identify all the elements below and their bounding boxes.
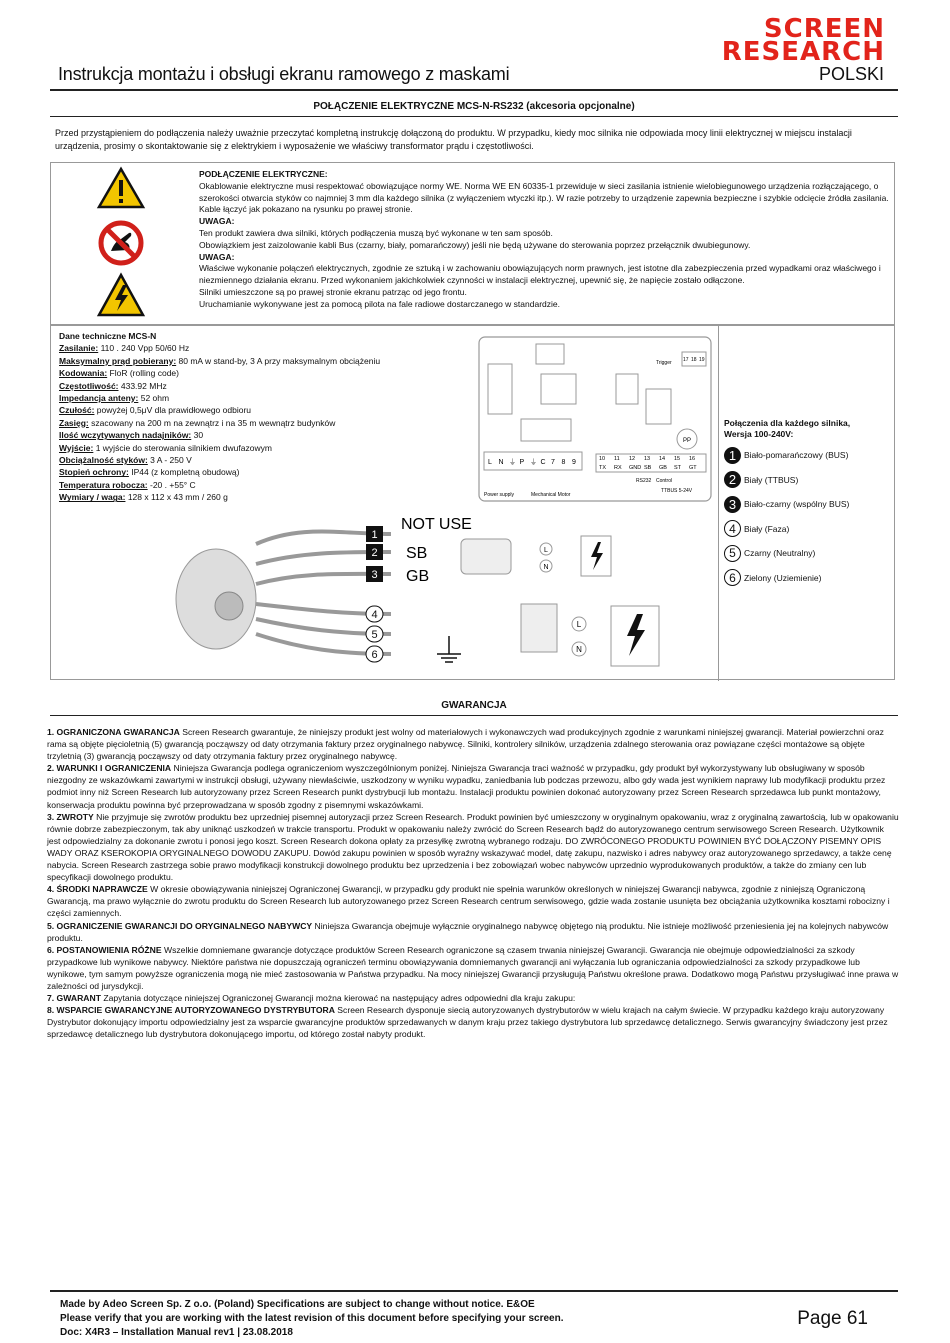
spec-row <box>59 479 459 491</box>
wire-number: 5 <box>371 629 378 641</box>
terminal-number: 15 <box>674 456 681 462</box>
warranty-clause-text: Wszelkie domniemane gwarancje dotyczące produktów Screen Research ograniczone są czasem trwania niniejszej Gwarancji. Gwarancja nie obejmuje odpowiedzialności za szkody przypadkowe lub wynikowe nabywcy. Niektóre państwa nie dopuszczają ograniczeń terminu obowiązywania domniemanych gwarancji ani wyłączania lub ograniczania odpowiedzialności za szkody przypadkowe lub wynikowe, tym samym powyższe ograniczenia mogą nie mieć zastosowania w Państwa przypadku. Na mocy niniejszej Gwarancji przysługują Państwu określone prawa. Dodatkowo mogą Państwu przysługiwać inne prawa w zależności od jurysdykcji. <box>47 944 899 991</box>
wire-number: 2 <box>371 547 378 559</box>
terminal-name: RX <box>614 465 622 471</box>
spec-row <box>59 404 459 416</box>
spec-row <box>59 442 459 454</box>
warranty-clause-text: Niniejsza Gwarancja podlega ograniczeniom wyszczególnionym poniżej. Niniejsza Gwarancja traci ważność w przypadku, gdy produkt był wykorzystywany lub obsługiwany w sposób niezgodny ze wskazówkami zawartymi w instrukcji obsługi, używany niewłaściwie, uszkodzony w wyniku wypadku, zaniedbania lub podczas przewozu, albo gdy wada jest wynikiem naprawy lub modyfikacji produktu przez podmiot inny niż Screen Research lub autoryzowany przez Screen Research punkt dystrybucji lub montażu. Instalacji produktu powinien dokonać autoryzowany przez Screen Research sprzedawca lub punkt montażowy, konserwacja produktu powinna być przeprowadzana w sposób zgodny z pisemnymi wskazówkami. <box>47 763 886 810</box>
spec-row <box>59 392 459 404</box>
wiring-item <box>724 517 894 542</box>
wiring-list <box>724 443 894 590</box>
wiring-title-1: Połączenia dla każdego silnika, <box>724 418 851 428</box>
warranty-clause-text: Screen Research gwarantuje, że niniejszy produkt jest wolny od materiałowych i wykonawczych wad produkcyjnych zgodnie z warunkami niniejszej gwarancji. Materiał powierzchni oraz rama są objęte pięcioletnią (5) gwarancją począwszy od daty otrzymania faktury przez oryginalnego nabywcę. Silniki, kontrolery silników, urządzenia zdalnego sterowania oraz powiązane części montażowe są objęte trzyletnią (3) gwarancją począwszy od daty otrzymania faktury przez oryginalnego nabywcę. <box>47 727 884 762</box>
terminal-label: C <box>540 459 546 466</box>
terminal-name: ST <box>674 465 682 471</box>
warning-heading: PODŁĄCZENIE ELEKTRYCZNE: <box>199 169 328 179</box>
warranty-clause-text: Niniejsza Gwarancja obejmuje wyłącznie oryginalnego nabywcę objętego nią produktu. Nie istnieje możliwość przeniesienia jej na kolejnych nabywców produktu. <box>47 920 889 943</box>
wire-label: Czarny (Neutralny) <box>744 548 816 559</box>
terminal-name: TX <box>599 465 607 471</box>
spec-key: Ilość wczytywanych nadajników: <box>59 430 192 441</box>
spec-key: Kodowania: <box>59 368 108 379</box>
wire-number-badge <box>366 566 383 582</box>
intro-paragraph: Przed przystąpieniem do podłączenia należy uważnie przeczytać kompletną instrukcję dołączoną do produktu. W przypadku, kiedy moc silnika nie odpowiada mocy linii elektrycznej w miejscu instalacji urządzenia, prosimy o skontaktowanie się z elektrykiem i wyposażenie we właściwy transformator prądu i częstotliwości. <box>55 128 852 151</box>
wire-number: 6 <box>371 649 378 661</box>
warranty-clause-text: Zapytania dotyczące niniejszej Ograniczonej Gwarancji można kierować na następujący adres odpowiedni dla kraju zakupu: <box>100 993 576 1004</box>
spec-value: 128 x 112 x 43 mm / 260 g <box>125 492 228 503</box>
wiring-item <box>724 541 894 566</box>
terminal-name: GT <box>689 465 697 471</box>
footer-line-3: Doc: X4R3 – Installation Manual rev1 | 23.08.2018 <box>60 1327 293 1338</box>
spec-row <box>59 491 459 503</box>
spec-key: Maksymalny prąd pobierany: <box>59 355 177 366</box>
wire-label: Biało-czarny (wspólny BUS) <box>744 499 850 510</box>
warranty-text <box>47 726 899 1040</box>
warning-icons <box>51 163 191 326</box>
spec-value: 1 wyjście do sterowania silnikiem dwufazowym <box>93 442 272 453</box>
warranty-clause-title: 1. OGRANICZONA GWARANCJA <box>47 727 180 737</box>
wire-number: 4 <box>371 609 378 621</box>
warranty-title: GWARANCJA <box>441 700 507 711</box>
warnings-text <box>199 169 889 311</box>
control-board-diagram <box>476 334 716 504</box>
spec-value: 110 . 240 Vpp 50/60 Hz <box>98 343 190 354</box>
terminal-name: SB <box>644 465 652 471</box>
wire-number-icon: 5 <box>724 545 741 562</box>
wiring-item <box>724 443 894 468</box>
spec-row <box>59 355 459 367</box>
wire-number-icon: 6 <box>724 569 741 586</box>
voltage-label: TTBUS 5-24V <box>661 488 693 494</box>
wire-number-badge <box>366 606 383 622</box>
terminal-label: P <box>519 459 525 466</box>
wire-number-badge <box>366 526 383 542</box>
spec-row <box>59 429 459 441</box>
warranty-clause <box>47 944 899 992</box>
wiring-title-2: Wersja 100-240V: <box>724 429 794 439</box>
warning-paragraph: Silniki umieszczone są po prawej stronie ekranu patrząc od jego frontu. <box>199 286 467 297</box>
wire-number: 3 <box>371 569 378 581</box>
footer-line-1: Made by Adeo Screen Sp. Z o.o. (Poland) Specifications are subject to change without notice. E&OE <box>60 1299 535 1310</box>
warranty-clause-title: 7. GWARANT <box>47 993 101 1004</box>
pp-label: PP <box>682 438 692 444</box>
spec-key: Zasilanie: <box>59 343 99 354</box>
document-title: Instrukcja montażu i obsługi ekranu ramowego z maskami <box>58 64 510 84</box>
warning-paragraph: Uruchamianie wykonywane jest za pomocą pilota na fale radiowe dostarczanego w standardzie. <box>199 298 560 309</box>
wire-number-badge <box>366 646 383 662</box>
spec-value: powyżej 0,5μV dla prawidłowego odbioru <box>94 405 251 416</box>
terminal-label: 7 <box>551 459 555 466</box>
warranty-clause-title: 6. POSTANOWIENIA RÓŻNE <box>47 944 162 955</box>
terminal-name: GND <box>629 465 642 471</box>
spec-row <box>59 454 459 466</box>
spec-row <box>59 380 459 392</box>
power-supply-label: Power supply <box>484 492 515 498</box>
phase-l-label: L <box>576 620 582 629</box>
wiring-item <box>724 468 894 493</box>
specs-list <box>59 342 459 503</box>
terminal-number: 17 <box>683 357 689 363</box>
not-use-label: NOT USE <box>401 516 472 533</box>
rs232-label: RS232 <box>636 478 652 484</box>
spec-key: Stopień ochrony: <box>59 467 129 478</box>
technical-specs <box>59 330 459 504</box>
warning-paragraph: Obowiązkiem jest zaizolowanie kabli Bus (czarny, biały, pomarańczowy) jeśli nie będą używane do sterowania poprzez przełącznik dwubiegunowy. <box>199 239 751 250</box>
warranty-divider <box>50 715 898 716</box>
spec-key: Impedancja anteny: <box>59 393 139 404</box>
warnings-box <box>50 162 895 325</box>
wire-number-icon: 3 <box>724 496 741 513</box>
no-touch-icon <box>101 223 141 263</box>
wire-label: Biały (Faza) <box>744 523 790 534</box>
terminal-label: ⏚ <box>509 459 516 466</box>
terminal-label: ⏚ <box>530 459 537 466</box>
terminal-number: 18 <box>691 357 697 363</box>
terminal-number: 10 <box>599 456 606 462</box>
neutral-n-label: N <box>543 564 549 571</box>
spec-value: 3 A - 250 V <box>147 455 192 466</box>
warranty-clause-text: W okresie obowiązywania niniejszej Ograniczonej Gwarancji, w przypadku gdy produkt nie spełnia warunków określonych w niniejszej Gwarancji nabywca, zgodnie z niniejszą Ograniczoną Gwarancją, ma prawo wyłącznie do zwrotu produktu do Screen Research lub autoryzowanego przez Screen Research centrum serwisowego, gdzie wada zostanie usunięta bez obciążania użytkownika kosztami robocizny i części zamiennych. <box>47 884 890 919</box>
spec-value: szacowany na 200 m na zewnątrz i na 35 m wewnątrz budynków <box>88 417 336 428</box>
spec-key: Czułość: <box>59 405 95 416</box>
sb-label: SB <box>406 545 428 562</box>
high-voltage-icon <box>99 275 143 315</box>
logo-line-2: RESEARCH <box>721 37 885 67</box>
spec-value: FloR (rolling code) <box>107 368 179 379</box>
specs-box <box>50 325 895 680</box>
footer-divider <box>50 1290 898 1292</box>
terminal-label: N <box>498 459 504 466</box>
terminal-labels-left <box>488 458 576 466</box>
warranty-clause <box>47 811 899 884</box>
spec-key: Zasięg: <box>59 417 89 428</box>
specs-title: Dane techniczne MCS-N <box>59 331 157 341</box>
spec-value: 30 <box>191 430 204 441</box>
wire-label: Biały (TTBUS) <box>744 474 799 485</box>
wire-number-badge <box>366 626 383 642</box>
warranty-clause-text: Nie przyjmuje się zwrotów produktu bez uprzedniej pisemnej autoryzacji przez Screen Research. Produkt powinien być umieszczony w oryginalnym opakowaniu, wraz z oryginalną zawartością, lub w opakowaniu równie dobrze zabezpieczonym, tak aby uniknąć uszkodzeń w trakcie transportu. Produkt w opakowaniu należy zwrócić do Screen Research bądź do autoryzowanego centrum serwisowego Screen Research. Użytkownik jest odpowiedzialny za dokonanie zwrotu i ponosi jego koszt. Screen Research dokona opłaty za przesyłkę zwrotną wybranego rodzaju. DO ZWRÓCONEGO PRODUKTU POWINIEN BYĆ DOŁĄCZONY PISEMNY OPIS WADY ORAZ KSEROKOPIA ORYGINALNEGO DOWODU ZAKUPU. Dowód zakupu powinien w sposób wyraźny wskazywać model, datę zakupu, nazwisko i adres nabywcy oraz autoryzowanego sprzedawcy, a także cenę nabycia. Screen Research zastrzega sobie prawo modyfikacji konstrukcji dowolnego produktu bez uprzedzenia i bez zobowiązań wobec nabywców uprzednio wyprodukowanych produktów, a także do zmiany cen lub specyfikacji dowolnego produktu. <box>47 811 899 883</box>
terminal-number: 13 <box>644 456 651 462</box>
footer <box>60 1298 563 1340</box>
spec-value: 80 mA w stand-by, 3 A przy maksymalnym obciążeniu <box>176 355 381 366</box>
spec-key: Temperatura robocza: <box>59 479 148 490</box>
warning-uwaga-label: UWAGA: <box>199 216 235 227</box>
motor-wiring-diagram <box>161 514 671 674</box>
mechanical-motor-label: Mechanical Motor <box>531 492 571 498</box>
wiring-item <box>724 566 894 591</box>
warranty-clause-title: 8. WSPARCIE GWARANCYJNE AUTORYZOWANEGO DYSTRYBUTORA <box>47 1005 335 1016</box>
logo-line-1: SCREEN <box>763 14 885 44</box>
warranty-clause <box>47 920 899 944</box>
brand-logo <box>689 14 885 67</box>
terminal-number: 12 <box>629 456 636 462</box>
spec-value: 52 ohm <box>138 393 170 404</box>
warning-paragraph: Ten produkt zawiera dwa silniki, których podłączenia muszą być wykonane w ten sam sposób. <box>199 227 553 238</box>
spec-key: Wymiary / waga: <box>59 492 126 503</box>
warranty-clause-text: Screen Research dysponuje siecią autoryzowanych dystrybutorów w wielu krajach na całym świecie. W przypadku każdego kraju autoryzowany Dystrybutor dokonujący importu odpowiedzialny jest za wsparcie gwarancyjne produktów sprzedawanych w danym kraju przez takiego dystrybutora lub sprzedawcę detalicznego. Serwis gwarancyjny świadczony jest przez sprzedawcę detalicznego lub dystrybutora dokonującego importu, od którego został nabyty produkt. <box>47 1005 888 1040</box>
terminal-name: GB <box>659 465 667 471</box>
spec-key: Częstotliwość: <box>59 380 119 391</box>
terminal-number: 14 <box>659 456 666 462</box>
terminal-label: L <box>488 459 492 466</box>
specs-divider <box>718 326 719 681</box>
spec-row <box>59 417 459 429</box>
spec-value: -20 . +55° C <box>147 479 196 490</box>
wire-label: Zielony (Uziemienie) <box>744 572 822 583</box>
wire-label: Biało-pomarańczowy (BUS) <box>744 450 849 461</box>
warranty-clause <box>47 726 899 762</box>
control-label: Control <box>656 478 673 484</box>
warranty-clause <box>47 992 899 1004</box>
spec-row <box>59 342 459 354</box>
wire-number-icon: 2 <box>724 471 741 488</box>
language-label: POLSKI <box>818 64 884 84</box>
spec-value: 433.92 MHz <box>118 380 167 391</box>
warranty-clause <box>47 762 899 810</box>
warranty-clause <box>47 1004 899 1040</box>
wiring-item <box>724 492 894 517</box>
spec-key: Obciążalność styków: <box>59 455 148 466</box>
footer-line-2: Please verify that you are working with the latest revision of this document before specifying your screen. <box>60 1313 564 1324</box>
warning-paragraph: Właściwe wykonanie połączeń elektrycznych, zgodnie ze sztuką i w zachowaniu obowiązujących norm prawnych, jest istotne dla zabezpieczenia przed wypadkami oraz właściwego i niezmiennego działania ekranu. Przed wykonaniem jakichkolwiek czynności w instalacji elektrycznej, upewnić się, że napięcie zostało odłączone. <box>199 263 881 286</box>
warranty-clause-title: 2. WARUNKI I OGRANICZENIA <box>47 763 172 774</box>
warranty-clause-title: 5. OGRANICZENIE GWARANCJI DO ORYGINALNEGO NABYWCY <box>47 920 313 931</box>
terminal-number: 16 <box>689 456 696 462</box>
warranty-clause-title: 4. ŚRODKI NAPRAWCZE <box>47 884 148 895</box>
page-number: Page 61 <box>797 1308 868 1329</box>
wiring-legend <box>724 418 894 590</box>
neutral-n-label: N <box>576 645 582 654</box>
gb-label: GB <box>406 568 430 585</box>
spec-row <box>59 367 459 379</box>
wire-number-icon: 4 <box>724 520 741 537</box>
section-title: POŁĄCZENIE ELEKTRYCZNE MCS-N-RS232 (akcesoria opcjonalne) <box>313 101 635 112</box>
spec-key: Wyjście: <box>59 442 94 453</box>
spec-value: IP44 (z kompletną obudową) <box>128 467 240 478</box>
wire-number: 1 <box>371 529 378 541</box>
section-divider <box>50 116 898 117</box>
warning-paragraph: Okablowanie elektryczne musi respektować obowiązujące normy WE. Norma WE EN 60335-1 przewiduje w sieci zasilania istnienie wielobiegunowego urządzenia rozłączającego, o szerokości otwarcia styków co najmniej 3 mm dla każdego silnika (z wyłączeniem wtyczki itp.). W razie potrzeby to urządzenie zapewnia bezpieczne i szybkie odcięcie źródła zasilania. Kable łączyć jak pokazano na rysunku po prawej stronie. <box>199 180 889 215</box>
spec-row <box>59 466 459 478</box>
terminal-number: 19 <box>699 357 705 363</box>
terminal-number: 11 <box>614 456 620 462</box>
warranty-clause <box>47 883 899 919</box>
warning-uwaga-label: UWAGA: <box>199 251 235 262</box>
terminal-label: 8 <box>561 459 566 466</box>
warning-triangle-icon <box>99 169 143 207</box>
phase-l-label: L <box>544 547 548 554</box>
terminal-label: 9 <box>572 459 576 466</box>
header-divider <box>50 89 898 91</box>
wire-number-icon: 1 <box>724 447 741 464</box>
trigger-label: Trigger <box>656 360 672 366</box>
wire-number-badge <box>366 544 383 560</box>
terminal-labels-top <box>683 357 705 363</box>
warranty-clause-title: 3. ZWROTY <box>47 811 94 822</box>
